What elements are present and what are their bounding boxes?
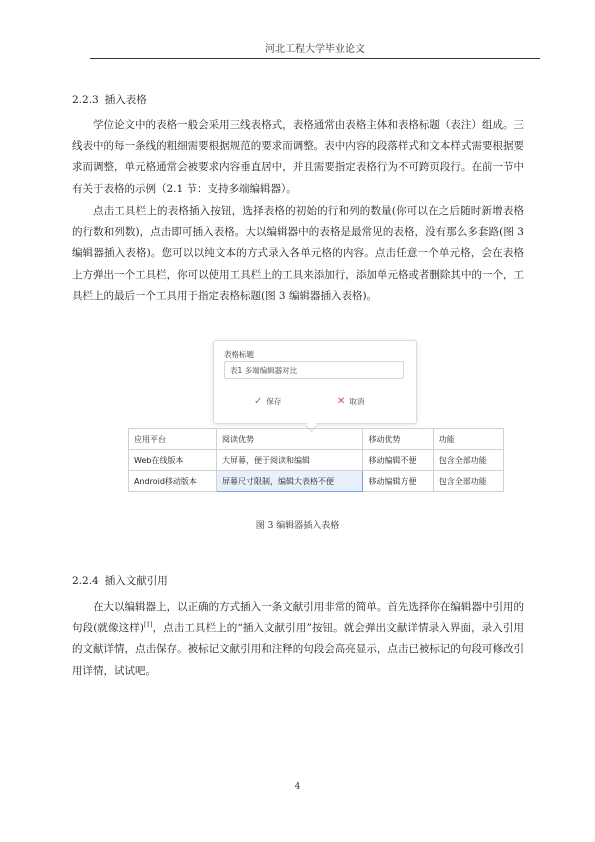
table-cell[interactable]: 应用平台 bbox=[129, 429, 217, 450]
table-cell[interactable]: Web在线版本 bbox=[129, 450, 217, 471]
cancel-label: 取消 bbox=[349, 397, 365, 406]
cancel-button[interactable] bbox=[337, 396, 364, 407]
table-cell[interactable]: 移动编辑方便 bbox=[363, 471, 433, 492]
paragraph-1: 学位论文中的表格一般会采用三线表格式，表格通常由表格主体和表格标题（表注）组成。三线表中的每一条线的粗细需要根据规范的要求而调整。表中内容的段落样式和文本样式需要根据要求而调整，单元格通常会被要求内容垂直居中，并且需要指定表格行为不可跨页段行。在前一节中有关于表格的示例（2.1 节：支持多端编辑器）。 bbox=[72, 119, 524, 195]
paragraph-text: 在大以编辑器上，以正确的方式插入一条文献引用非常的简单。首先选择你在编辑器中引用的句段(就像这样) bbox=[72, 601, 524, 635]
save-label: 保存 bbox=[266, 397, 282, 406]
table-cell[interactable]: 包含全部功能 bbox=[433, 450, 503, 471]
editor-demo-table bbox=[128, 428, 504, 492]
section-number: 2.2.4 bbox=[72, 575, 99, 587]
paragraph-3 bbox=[72, 597, 524, 682]
paragraph-2: 点击工具栏上的表格插入按钮，选择表格的初始的行和列的数量(你可以在之后随时新增表格的行数和列数)，点击即可插入表格。大以编辑器中的表格是最常见的表格，没有那么多套路(图 3 编辑器插入表格)。您可以以纯文本的方式录入各单元格的内容。点击任意一个单元格，会在表格上方弹出一个工具栏，你可以使用工具栏上的工具来添加行，添加单元格或者删除其中的一个，工具栏上的最后一个工具用于指定表格标题(图 3 编辑器插入表格)。 bbox=[72, 205, 524, 302]
table-cell[interactable]: 大屏幕，便于阅读和编辑 bbox=[217, 450, 363, 471]
check-icon: ✓ bbox=[254, 396, 263, 407]
popup-title: 表格标题 bbox=[224, 350, 254, 359]
section-heading-2-2-4 bbox=[72, 573, 168, 588]
table-caption-popup bbox=[213, 340, 417, 424]
page-header: 河北工程大学毕业论文 bbox=[90, 40, 540, 59]
page-number: 4 bbox=[294, 782, 301, 792]
selected-table-cell[interactable]: 屏幕尺寸限制，编辑大表格不便 bbox=[217, 471, 363, 492]
section-title: 插入表格 bbox=[104, 94, 147, 106]
table-row bbox=[129, 429, 504, 450]
caption-input[interactable]: 表1 多端编辑器对比 bbox=[224, 361, 404, 379]
citation-marker[interactable]: [1] bbox=[143, 621, 153, 629]
close-icon: ✕ bbox=[337, 396, 346, 407]
table-cell[interactable]: 阅读优势 bbox=[217, 429, 363, 450]
table-cell[interactable]: 包含全部功能 bbox=[433, 471, 503, 492]
section-number: 2.2.3 bbox=[72, 94, 99, 106]
paragraph-text: ，点击工具栏上的“插入文献引用”按钮。就会弹出文献详情录入界面，录入引用的文献详情，点击保存。被标记文献引用和注释的句段会高亮显示，点击已被标记的句段可修改引用详情，试试吧。 bbox=[72, 622, 524, 677]
table-row bbox=[129, 471, 504, 492]
table-row bbox=[129, 450, 504, 471]
section-heading-2-2-3 bbox=[72, 92, 147, 107]
figure-table-editor bbox=[128, 340, 504, 496]
save-button[interactable] bbox=[254, 396, 281, 407]
table-cell[interactable]: 移动优势 bbox=[363, 429, 433, 450]
table-cell[interactable]: Android移动版本 bbox=[129, 471, 217, 492]
table-cell[interactable]: 功能 bbox=[433, 429, 503, 450]
section-title: 插入文献引用 bbox=[104, 575, 168, 587]
table-cell[interactable]: 移动编辑不便 bbox=[363, 450, 433, 471]
figure-caption: 图 3 编辑器插入表格 bbox=[255, 521, 340, 531]
